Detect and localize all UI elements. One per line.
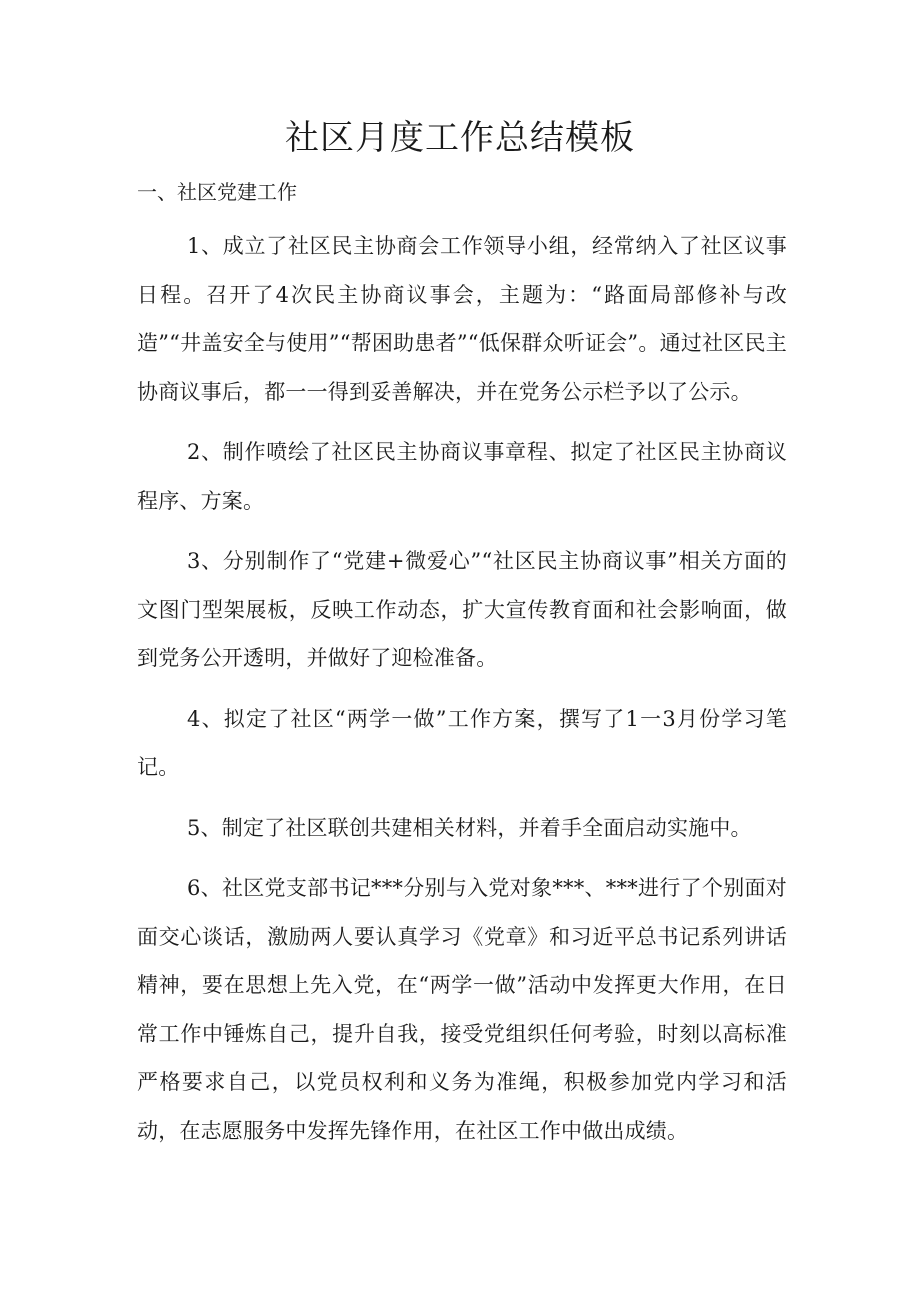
paragraph-2: 2、制作喷绘了社区民主协商议事章程、拟定了社区民主协商议程序、方案。 — [137, 440, 787, 513]
document-title: 社区月度工作总结模板 — [285, 118, 635, 158]
paragraph-4: 4、拟定了社区“两学一做”工作方案，撰写了1一3月份学习笔记。 — [137, 706, 787, 779]
paragraph-1: 1、成立了社区民主协商会工作领导小组，经常纳入了社区议事日程。召开了4次民主协商议事会，主题为：“路面局部修补与改造”“井盖安全与使用”“帮困助患者”“低保群众听证会”。通过社区民主协商议事后，都一一得到妥善解决，并在党务公示栏予以了公示。 — [137, 234, 787, 404]
paragraph-3: 3、分别制作了“党建+微爱心”“社区民主协商议事”相关方面的文图门型架展板，反映工作动态，扩大宣传教育面和社会影响面，做到党务公开透明，并做好了迎检准备。 — [137, 549, 787, 670]
paragraph-5: 5、制定了社区联创共建相关材料，并着手全面启动实施中。 — [187, 815, 752, 840]
document-body — [137, 222, 787, 1167]
paragraph-6: 6、社区党支部书记***分别与入党对象***、***进行了个别面对面交心谈话，激励两人要认真学习《党章》和习近平总书记系列讲话精神，要在思想上先入党，在“两学一做”活动中发挥更大作用，在日常工作中锤炼自己，提升自我，接受党组织任何考验，时刻以高标准严格要求自己，以党员权利和义务为准绳，积极参加党内学习和活动，在志愿服务中发挥先锋作用，在社区工作中做出成绩。 — [137, 876, 787, 1143]
section-heading: 一、社区党建工作 — [137, 180, 297, 204]
